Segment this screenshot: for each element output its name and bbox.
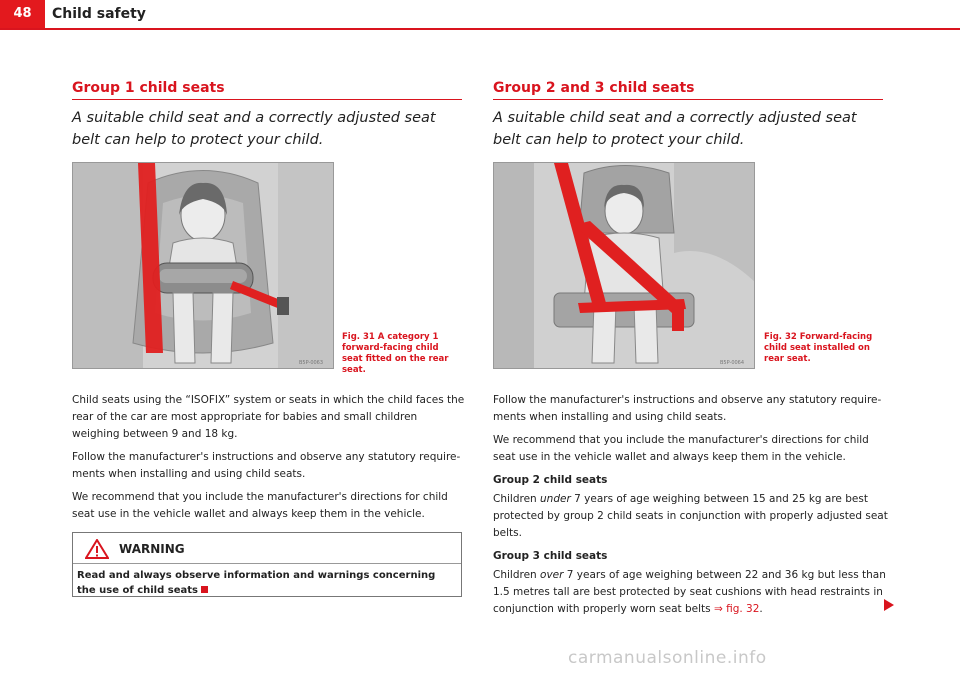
- page-number: 48: [0, 0, 45, 28]
- warning-box: [72, 532, 462, 597]
- illustration-group1: [73, 163, 334, 369]
- figure-caption-31: Fig. 31 A category 1 forward-facing child seat fitted on the rear seat.: [342, 332, 449, 375]
- next-page-arrow-icon[interactable]: [884, 599, 894, 611]
- watermark: carmanualsonline.info: [568, 648, 767, 668]
- paragraph: Follow the manufacturer's instructions and observe any statutory require-ments when installing and using child seats.: [72, 451, 461, 480]
- warning-triangle-icon: [85, 539, 109, 559]
- warning-text: [77, 568, 457, 598]
- paragraph: We recommend that you include the manufacturer's directions for child seat use in the vehicle wallet and always keep them in the vehicle.: [72, 491, 448, 520]
- subheading-group3: Group 3 child seats: [493, 550, 608, 562]
- paragraph-group2: Children under 7 years of age weighing between 15 and 25 kg are best protected by group 2 child seats in conjunction with properly adjusted seat belts.: [493, 493, 888, 539]
- page-header: [0, 0, 960, 30]
- figure-reference-link[interactable]: ⇒ fig. 32: [713, 603, 760, 615]
- warning-label: WARNING: [119, 542, 185, 556]
- section-heading-group1: Group 1 child seats: [72, 80, 462, 100]
- section-subtitle-group1: A suitable child seat and a correctly adjusted seat belt can help to protect your child.: [72, 110, 436, 148]
- paragraph: Child seats using the “ISOFIX” system or seats in which the child faces the rear of the car are most appropriate for babies and small children weighing between 9 and 18 kg.: [72, 394, 465, 440]
- figure-code: B5P-0064: [720, 360, 745, 366]
- left-body-text: [72, 392, 467, 529]
- section-subtitle-group2-3: A suitable child seat and a correctly adjusted seat belt can help to protect your child.: [493, 110, 857, 148]
- warning-message: Read and always observe information and warnings concerning the use of child seats: [77, 570, 436, 596]
- figure-caption-32: Fig. 32 Forward-facing child seat installed on rear seat.: [764, 332, 873, 364]
- end-of-section-icon: [201, 586, 208, 593]
- chapter-title: Child safety: [52, 6, 146, 22]
- warning-header: [73, 533, 461, 564]
- paragraph: Follow the manufacturer's instructions and observe any statutory require-ments when installing and using child seats.: [493, 394, 882, 423]
- paragraph-group3: Children over 7 years of age weighing between 22 and 36 kg but less than 1.5 metres tall are best protected by seat cushions with head restraints in conjunction with properly worn seat belts ⇒ fig. 32.: [493, 569, 886, 615]
- section-heading-group2-3: Group 2 and 3 child seats: [493, 80, 883, 100]
- paragraph: We recommend that you include the manufacturer's directions for child seat use in the vehicle wallet and always keep them in the vehicle.: [493, 434, 869, 463]
- right-body-text: [493, 392, 888, 624]
- figure-group1-child-seat: [72, 162, 334, 369]
- figure-group2-3-child-seat: [493, 162, 755, 369]
- subheading-group2: Group 2 child seats: [493, 474, 608, 486]
- illustration-group2-3: [494, 163, 755, 369]
- figure-code: B5P-0063: [299, 360, 324, 366]
